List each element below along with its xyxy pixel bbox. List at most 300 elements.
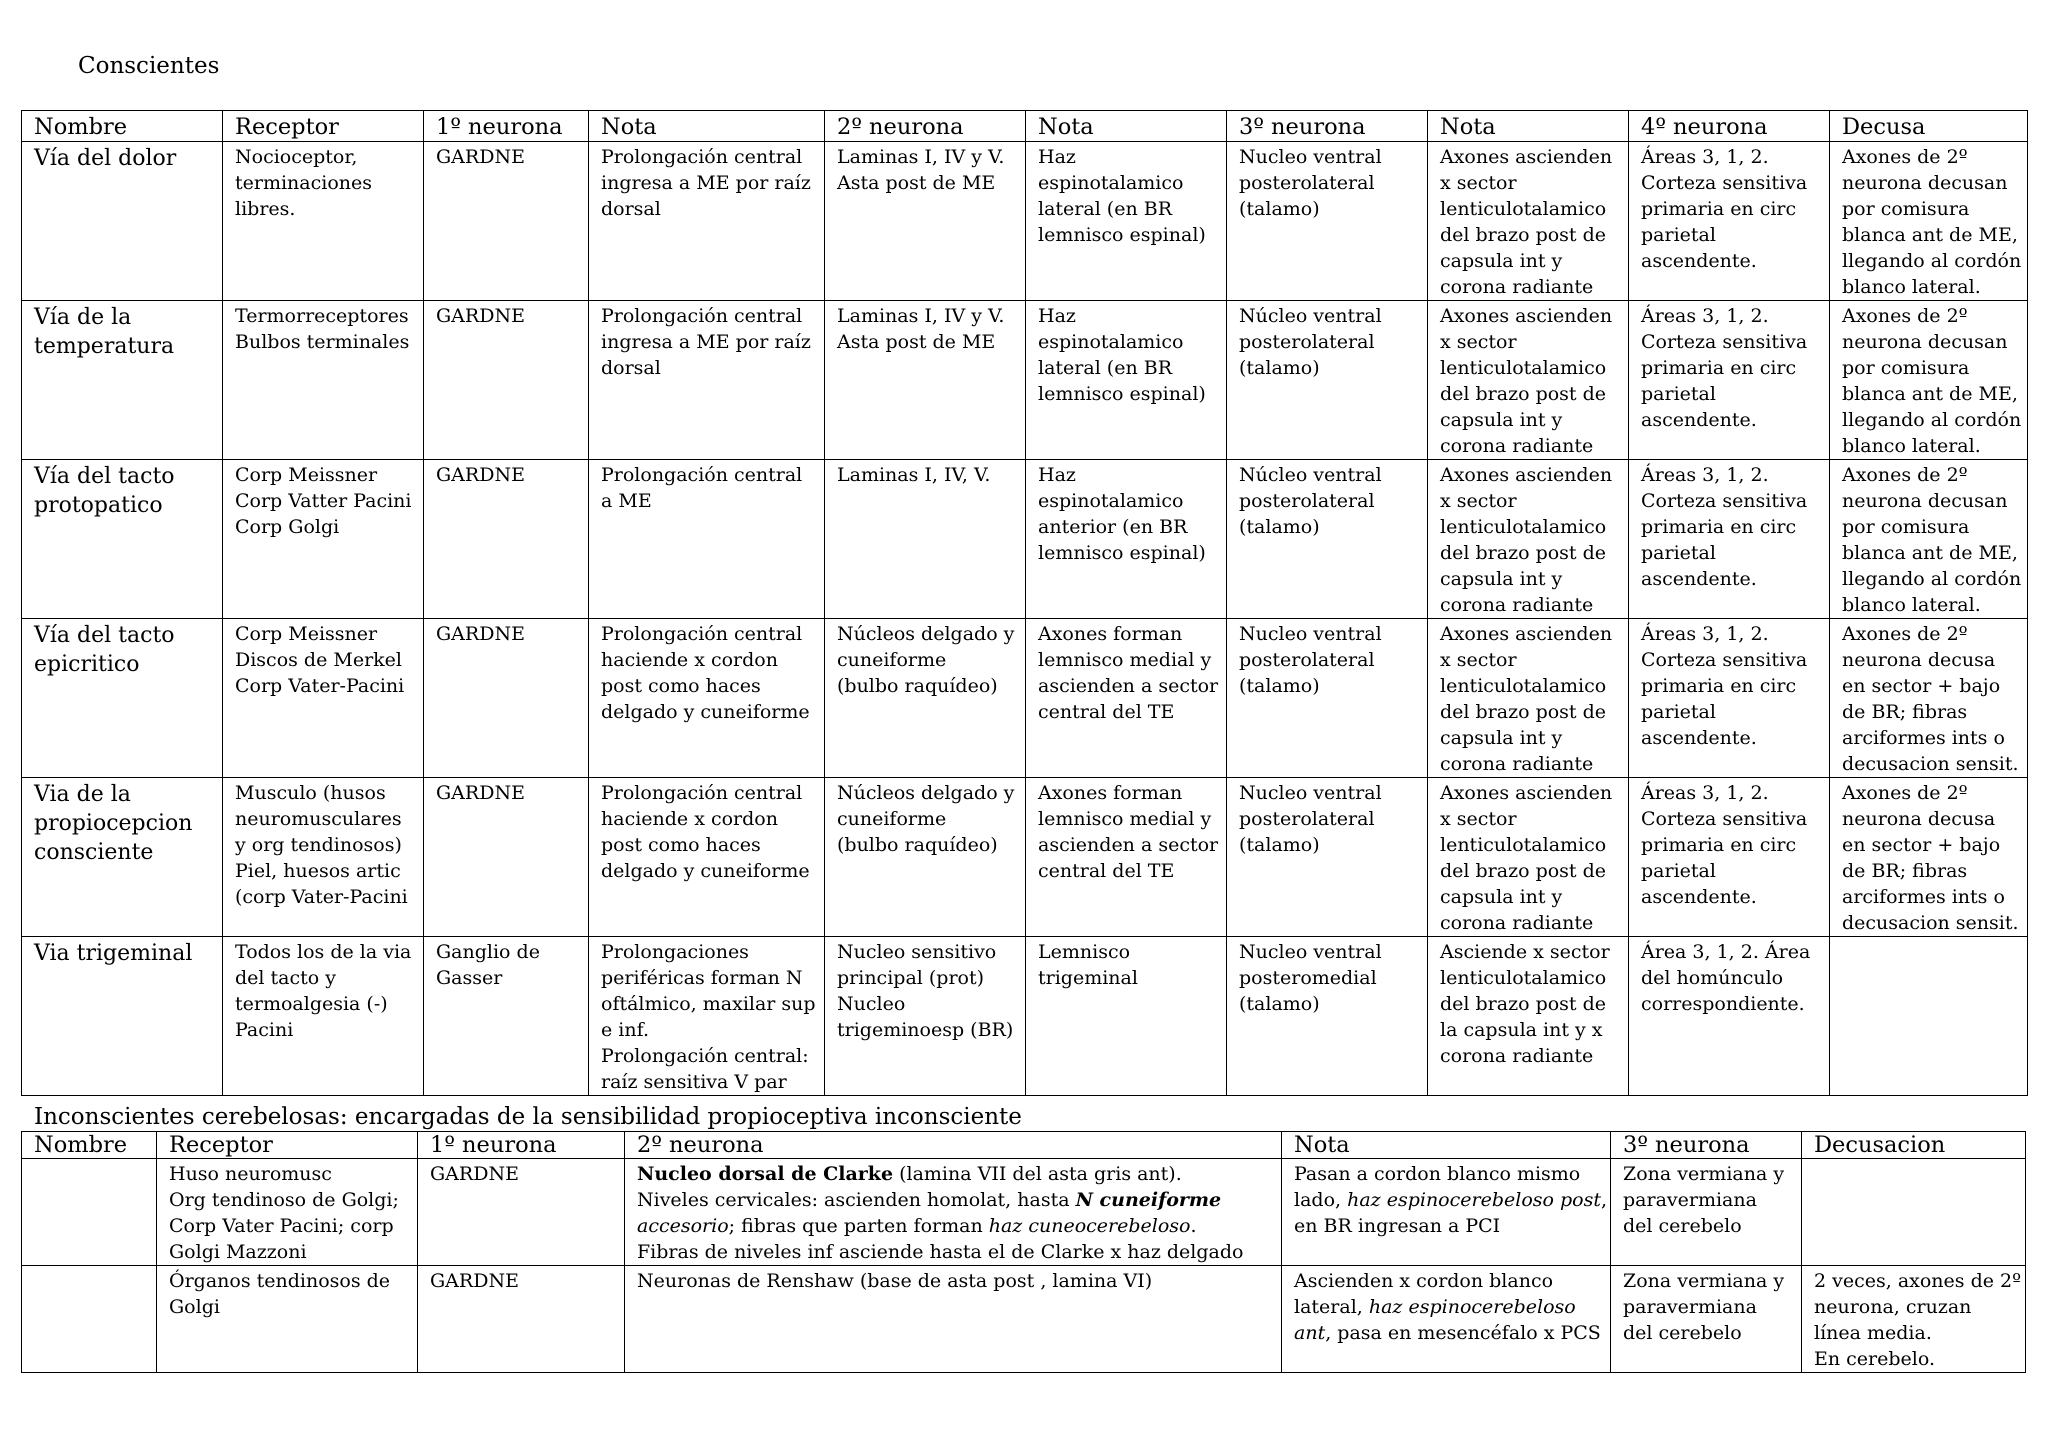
cell-line: Axones de 2º — [1842, 623, 1968, 645]
cell-line: GARDNE — [430, 1270, 519, 1292]
text-italic: haz espinocerebeloso post — [1347, 1189, 1601, 1211]
cell-line: posterolateral — [1239, 490, 1375, 512]
header-cell: Decusa — [1830, 111, 2028, 142]
cell-line: Fibras de niveles inf asciende hasta el de Clarke x haz delgado — [637, 1241, 1244, 1263]
cell-line: blanco lateral. — [1842, 435, 1981, 457]
cell-line: Núcleo ventral — [1239, 464, 1382, 486]
cell-line: del brazo post de — [1440, 542, 1607, 564]
header-cell: Nota — [589, 111, 825, 142]
cell-line: trigeminoesp (BR) — [837, 1019, 1014, 1041]
cell-line: termoalgesia (-) — [235, 993, 388, 1015]
nota-cell — [1428, 937, 1629, 1096]
text-run: ; fibras que parten forman — [728, 1215, 989, 1237]
nota-cell — [1428, 460, 1629, 619]
section-title-inconscientes: Inconscientes cerebelosas: encargadas de la sensibilidad propioceptiva inconsciente — [34, 1104, 1022, 1130]
receptor-cell — [157, 1159, 418, 1266]
table-row — [22, 778, 2028, 937]
header-cell: Receptor — [223, 111, 424, 142]
cell-line: parietal — [1641, 224, 1716, 246]
cell-line: llegando al cordón — [1842, 250, 2022, 272]
decusa-cell — [1830, 460, 2028, 619]
cell-line: Asta post de ME — [837, 331, 996, 353]
neurona4-cell — [1629, 142, 1830, 301]
cell-line: neurona decusa — [1842, 649, 1996, 671]
cell-line: Nucleo ventral — [1239, 782, 1382, 804]
cell-line: Via de la — [34, 782, 131, 807]
cell-line: Axones ascienden — [1440, 146, 1613, 168]
nombre-cell — [22, 778, 223, 937]
header-cell: 3º neurona — [1611, 1132, 1802, 1159]
cell-line: capsula int y — [1440, 409, 1563, 431]
cell-line: corona radiante — [1440, 753, 1594, 775]
text-italic: haz espinocerebeloso — [1368, 1296, 1576, 1318]
cell-line: ascendente. — [1641, 250, 1757, 272]
nombre-cell — [22, 460, 223, 619]
cell-line: posterolateral — [1239, 331, 1375, 353]
nombre-cell — [22, 301, 223, 460]
text-run: lado, — [1294, 1189, 1348, 1211]
cell-line: lemnisco medial y — [1038, 808, 1212, 830]
cell-line: espinotalamico — [1038, 172, 1184, 194]
cell-line: (bulbo raquídeo) — [837, 834, 998, 856]
cell-line: Haz — [1038, 146, 1076, 168]
cell-line: lenticulotalamico — [1440, 198, 1607, 220]
text-run: Niveles cervicales: ascienden homolat, hasta — [637, 1189, 1076, 1211]
cell-line: Prolongaciones — [601, 941, 749, 963]
cell-line: Corteza sensitiva — [1641, 649, 1808, 671]
cell-line: lenticulotalamico — [1440, 834, 1607, 856]
neurona2-cell — [825, 460, 1026, 619]
neurona1-cell — [424, 619, 589, 778]
cell-line: corona radiante — [1440, 1045, 1594, 1067]
nombre-cell — [22, 142, 223, 301]
cell-line: GARDNE — [436, 464, 525, 486]
cell-line: parietal — [1641, 701, 1716, 723]
cell-line: Áreas 3, 1, 2. — [1641, 146, 1769, 168]
cell-line: Áreas 3, 1, 2. — [1641, 623, 1769, 645]
receptor-cell — [223, 778, 424, 937]
cell-line: en BR ingresan a PCI — [1294, 1215, 1501, 1237]
nota-cell — [1428, 619, 1629, 778]
cell-line: oftálmico, maxilar sup — [601, 993, 816, 1015]
cell-line: arciformes ints o — [1842, 727, 2005, 749]
cell-line: x sector — [1440, 808, 1517, 830]
cell-line: cuneiforme — [837, 808, 947, 830]
receptor-cell — [157, 1266, 418, 1373]
cell-line: GARDNE — [436, 782, 525, 804]
cell-line: neurona decusan — [1842, 172, 2008, 194]
cell-line: capsula int y — [1440, 250, 1563, 272]
table-row — [22, 937, 2028, 1096]
neurona4-cell — [1629, 619, 1830, 778]
cell-line: Bulbos terminales — [235, 331, 410, 353]
cell-line: Nucleo sensitivo — [837, 941, 997, 963]
cell-line: espinotalamico — [1038, 490, 1184, 512]
cell-line: (talamo) — [1239, 357, 1320, 379]
cell-line — [1294, 1294, 1602, 1320]
header-cell: Nota — [1428, 111, 1629, 142]
neurona1-cell — [424, 301, 589, 460]
cell-line: x sector — [1440, 490, 1517, 512]
table-row — [22, 460, 2028, 619]
header-cell: Nota — [1282, 1132, 1611, 1159]
cell-line: del brazo post de — [1440, 701, 1607, 723]
cell-line: Núcleos delgado y — [837, 782, 1015, 804]
cell-line: línea media. — [1814, 1322, 1932, 1344]
cell-line: principal (prot) — [837, 967, 985, 989]
nombre-cell — [22, 937, 223, 1096]
cell-line: llegando al cordón — [1842, 568, 2022, 590]
text-italic: ant — [1294, 1322, 1326, 1344]
cell-line: 2 veces, axones de 2º — [1814, 1270, 2022, 1292]
cell-line: Nucleo ventral — [1239, 146, 1382, 168]
cell-line: delgado y cuneiforme — [601, 860, 810, 882]
receptor-cell — [223, 460, 424, 619]
cell-line: Área 3, 1, 2. Área — [1641, 941, 1811, 963]
nota-cell — [1026, 778, 1227, 937]
cell-line: Núcleo ventral — [1239, 305, 1382, 327]
neurona1-cell — [424, 142, 589, 301]
cell-line: ascendente. — [1641, 568, 1757, 590]
cell-line: delgado y cuneiforme — [601, 701, 810, 723]
cell-line — [1294, 1187, 1608, 1213]
header-cell: 3º neurona — [1227, 111, 1428, 142]
header-cell: 4º neurona — [1629, 111, 1830, 142]
cell-line: blanco lateral. — [1842, 594, 1981, 616]
cell-line: Laminas I, IV y V. — [837, 146, 1005, 168]
cell-line: Axones de 2º — [1842, 464, 1968, 486]
cell-line: Órganos tendinosos de — [169, 1270, 391, 1292]
cell-line — [637, 1187, 1273, 1213]
cell-line: Golgi — [169, 1296, 220, 1318]
cell-line: del cerebelo — [1623, 1215, 1742, 1237]
cell-line: Neuronas de Renshaw (base de asta post , lamina VI) — [637, 1270, 1153, 1292]
cell-line: en sector + bajo — [1842, 675, 2001, 697]
cell-line: posterolateral — [1239, 808, 1375, 830]
cell-line: Corp Meissner — [235, 623, 378, 645]
cell-line: por comisura — [1842, 357, 1970, 379]
table-row — [22, 301, 2028, 460]
cell-line: primaria en circ — [1641, 675, 1797, 697]
cell-line: cuneiforme — [837, 649, 947, 671]
table-row — [22, 142, 2028, 301]
nota-cell — [1026, 460, 1227, 619]
cell-line: lemnisco espinal) — [1038, 383, 1206, 405]
neurona4-cell — [1629, 301, 1830, 460]
text-italic: haz cuneocerebeloso — [988, 1215, 1191, 1237]
cell-line: (corp Vater-Pacini — [235, 886, 408, 908]
nombre-cell — [22, 619, 223, 778]
table-header-row — [22, 111, 2028, 142]
cell-line: espinotalamico — [1038, 331, 1184, 353]
cell-line: GARDNE — [436, 305, 525, 327]
neurona1-cell — [424, 460, 589, 619]
cell-line: protopatico — [34, 493, 163, 518]
nota-cell — [589, 142, 825, 301]
cell-line: Termorreceptores — [235, 305, 409, 327]
cell-line: posterolateral — [1239, 172, 1375, 194]
cell-line: Corteza sensitiva — [1641, 490, 1808, 512]
cell-line: corona radiante — [1440, 912, 1594, 934]
cell-line: lenticulotalamico — [1440, 357, 1607, 379]
cell-line: decusacion sensit. — [1842, 753, 2019, 775]
cell-line: a ME — [601, 490, 652, 512]
neurona1-cell — [424, 937, 589, 1096]
text-run: , pasa en mesencéfalo x PCS — [1325, 1322, 1601, 1344]
cell-line: (bulbo raquídeo) — [837, 675, 998, 697]
cell-line: e inf. — [601, 1019, 649, 1041]
cell-line: ingresa a ME por raíz — [601, 331, 811, 353]
cell-line: lateral (en BR — [1038, 198, 1173, 220]
cell-line: por comisura — [1842, 198, 1970, 220]
cell-line: la capsula int y x — [1440, 1019, 1603, 1041]
decusacion-cell — [1802, 1266, 2026, 1373]
neurona3-cell — [1227, 619, 1428, 778]
cell-line: blanco lateral. — [1842, 276, 1981, 298]
cell-line: capsula int y — [1440, 568, 1563, 590]
cell-line: consciente — [34, 840, 154, 865]
receptor-cell — [223, 619, 424, 778]
cell-line: central del TE — [1038, 860, 1175, 882]
nota-cell — [589, 937, 825, 1096]
cell-line: corona radiante — [1440, 594, 1594, 616]
header-cell: 2º neurona — [825, 111, 1026, 142]
neurona3-cell — [1611, 1266, 1802, 1373]
cell-line: lemnisco medial y — [1038, 649, 1212, 671]
cell-line: terminaciones — [235, 172, 373, 194]
cell-line: raíz sensitiva V par — [601, 1071, 787, 1093]
neurona1-cell — [424, 778, 589, 937]
cell-line: Axones de 2º — [1842, 305, 1968, 327]
cell-line: lemnisco espinal) — [1038, 224, 1206, 246]
cell-line: neurona decusan — [1842, 490, 2008, 512]
cell-line: Axones ascienden — [1440, 623, 1613, 645]
cell-line: neurona decusan — [1842, 331, 2008, 353]
cell-line: Axones forman — [1038, 623, 1183, 645]
cell-line: Nucleo ventral — [1239, 623, 1382, 645]
cell-line: Corteza sensitiva — [1641, 172, 1808, 194]
cell-line: blanca ant de ME, — [1842, 224, 2018, 246]
cell-line: (talamo) — [1239, 198, 1320, 220]
cell-line: (talamo) — [1239, 993, 1320, 1015]
cell-line: Asciende x sector — [1440, 941, 1610, 963]
nota-cell — [1026, 619, 1227, 778]
cell-line: capsula int y — [1440, 886, 1563, 908]
cell-line: dorsal — [601, 357, 661, 379]
cell-line: del tacto y — [235, 967, 336, 989]
neurona2-cell — [825, 778, 1026, 937]
cell-line: Nucleo — [837, 993, 906, 1015]
header-cell: 1º neurona — [418, 1132, 625, 1159]
cell-line: Prolongación central: — [601, 1045, 809, 1067]
cell-line: del cerebelo — [1623, 1322, 1742, 1344]
cell-line: ascienden a sector — [1038, 675, 1219, 697]
cell-line: capsula int y — [1440, 727, 1563, 749]
neurona2-cell — [625, 1159, 1282, 1266]
cell-line: central del TE — [1038, 701, 1175, 723]
cell-line: del brazo post de — [1440, 224, 1607, 246]
cell-line: Corp Meissner — [235, 464, 378, 486]
cell-line: GARDNE — [436, 623, 525, 645]
table-row — [22, 619, 2028, 778]
cell-line: Ascienden x cordon blanco — [1294, 1270, 1554, 1292]
neurona2-cell — [825, 142, 1026, 301]
cell-line: corona radiante — [1440, 435, 1594, 457]
neurona3-cell — [1227, 301, 1428, 460]
cell-line: ascienden a sector — [1038, 834, 1219, 856]
text-run: lateral, — [1294, 1296, 1369, 1318]
cell-line: lenticulotalamico — [1440, 967, 1607, 989]
cell-line: Lemnisco — [1038, 941, 1131, 963]
cell-line: Org tendinoso de Golgi; — [169, 1189, 399, 1211]
cell-line: Axones ascienden — [1440, 782, 1613, 804]
decusa-cell — [1830, 778, 2028, 937]
cell-line: post como haces — [601, 834, 761, 856]
cell-line: lenticulotalamico — [1440, 675, 1607, 697]
cell-line: de BR; fibras — [1842, 860, 1968, 882]
cell-line: En cerebelo. — [1814, 1348, 1935, 1370]
cell-line: Huso neuromusc — [169, 1163, 332, 1185]
cell-line: GARDNE — [436, 146, 525, 168]
neurona4-cell — [1629, 778, 1830, 937]
neurona3-cell — [1227, 142, 1428, 301]
cell-line: corona radiante — [1440, 276, 1594, 298]
cell-line: epicritico — [34, 652, 140, 677]
neurona4-cell — [1629, 937, 1830, 1096]
neurona3-cell — [1227, 937, 1428, 1096]
cell-line: Nucleo ventral — [1239, 941, 1382, 963]
neurona3-cell — [1227, 460, 1428, 619]
cell-line: haciende x cordon — [601, 649, 778, 671]
cell-line: ascendente. — [1641, 727, 1757, 749]
cell-line: del brazo post de — [1440, 860, 1607, 882]
cell-line: Vía del dolor — [34, 146, 177, 171]
cell-line: parietal — [1641, 860, 1716, 882]
section-title-conscientes: Conscientes — [78, 53, 220, 79]
header-cell: Nota — [1026, 111, 1227, 142]
receptor-cell — [223, 301, 424, 460]
neurona3-cell — [1227, 778, 1428, 937]
cell-line: x sector — [1440, 331, 1517, 353]
text-run: (lamina VII del asta gris ant). — [893, 1163, 1182, 1185]
text-run: , — [1600, 1189, 1608, 1211]
nombre-cell — [22, 1266, 157, 1373]
cuneiforme-bold-italic: N cuneiforme — [1075, 1189, 1222, 1211]
cell-line: del homúnculo — [1641, 967, 1784, 989]
cell-line: paravermiana — [1623, 1296, 1757, 1318]
cell-line: lateral (en BR — [1038, 357, 1173, 379]
cell-line: Axones ascienden — [1440, 464, 1613, 486]
cell-line: Prolongación central — [601, 464, 803, 486]
cell-line: Laminas I, IV y V. — [837, 305, 1005, 327]
receptor-cell — [223, 937, 424, 1096]
cell-line: Via trigeminal — [34, 941, 193, 966]
cell-line: blanca ant de ME, — [1842, 383, 2018, 405]
nota-cell — [1428, 142, 1629, 301]
cell-line: Laminas I, IV, V. — [837, 464, 991, 486]
cell-line: Corp Vater Pacini; corp — [169, 1215, 394, 1237]
cell-line: y org tendinosos) — [235, 834, 402, 856]
cell-line: Haz — [1038, 305, 1076, 327]
nota-cell — [1428, 778, 1629, 937]
decusa-cell — [1830, 142, 2028, 301]
cell-line: periféricas forman N — [601, 967, 803, 989]
cell-line: primaria en circ — [1641, 516, 1797, 538]
neurona2-cell — [825, 301, 1026, 460]
cell-line: GARDNE — [430, 1163, 519, 1185]
header-cell: Nombre — [22, 111, 223, 142]
nota-cell — [1428, 301, 1629, 460]
cell-line: Golgi Mazzoni — [169, 1241, 307, 1263]
cell-line — [1294, 1320, 1602, 1346]
conscientes-table — [21, 110, 2028, 1096]
cell-line: x sector — [1440, 649, 1517, 671]
cell-line: (talamo) — [1239, 516, 1320, 538]
cell-line: de BR; fibras — [1842, 701, 1968, 723]
cell-line: Áreas 3, 1, 2. — [1641, 464, 1769, 486]
cell-line: primaria en circ — [1641, 834, 1797, 856]
text-run: . — [1190, 1215, 1197, 1237]
text-italic: accesorio — [637, 1215, 729, 1237]
cell-line: dorsal — [601, 198, 661, 220]
inconscientes-table — [21, 1131, 2026, 1373]
cell-line: posteromedial — [1239, 967, 1377, 989]
cell-line: Prolongación central — [601, 623, 803, 645]
cell-line: propiocepcion — [34, 811, 193, 836]
cell-line: libres. — [235, 198, 296, 220]
neurona2-cell — [825, 619, 1026, 778]
cell-line: primaria en circ — [1641, 198, 1797, 220]
cell-line: Piel, huesos artic — [235, 860, 401, 882]
cell-line: Corteza sensitiva — [1641, 331, 1808, 353]
cell-line: Prolongación central — [601, 146, 803, 168]
cell-line: llegando al cordón — [1842, 409, 2022, 431]
cell-line: Axones de 2º — [1842, 782, 1968, 804]
cell-line: primaria en circ — [1641, 357, 1797, 379]
cell-line: blanca ant de ME, — [1842, 542, 2018, 564]
cell-line: lemnisco espinal) — [1038, 542, 1206, 564]
cell-line: parietal — [1641, 542, 1716, 564]
cell-line: haciende x cordon — [601, 808, 778, 830]
decusa-cell — [1830, 937, 2028, 1096]
cell-line: (talamo) — [1239, 834, 1320, 856]
cell-line: ascendente. — [1641, 409, 1757, 431]
cell-line: Corp Golgi — [235, 516, 340, 538]
cell-line: Áreas 3, 1, 2. — [1641, 305, 1769, 327]
cell-line: Ganglio de — [436, 941, 540, 963]
cell-line: Vía del tacto — [34, 623, 175, 648]
cell-line: neurona, cruzan — [1814, 1296, 1972, 1318]
cell-line: Prolongación central — [601, 782, 803, 804]
cell-line: Zona vermiana y — [1623, 1163, 1785, 1185]
cell-line: paravermiana — [1623, 1189, 1757, 1211]
cell-line: trigeminal — [1038, 967, 1138, 989]
cell-line: Corteza sensitiva — [1641, 808, 1808, 830]
cell-line: temperatura — [34, 334, 175, 359]
cell-line: Todos los de la via — [235, 941, 412, 963]
neurona1-cell — [418, 1266, 625, 1373]
neurona3-cell — [1611, 1159, 1802, 1266]
nota-cell — [1026, 937, 1227, 1096]
cell-line: posterolateral — [1239, 649, 1375, 671]
cell-line: del brazo post de — [1440, 383, 1607, 405]
cell-line: Pacini — [235, 1019, 294, 1041]
cell-line: (talamo) — [1239, 675, 1320, 697]
decusacion-cell — [1802, 1159, 2026, 1266]
cell-line: lenticulotalamico — [1440, 516, 1607, 538]
cell-line: Áreas 3, 1, 2. — [1641, 782, 1769, 804]
cell-line: neuromusculares — [235, 808, 402, 830]
